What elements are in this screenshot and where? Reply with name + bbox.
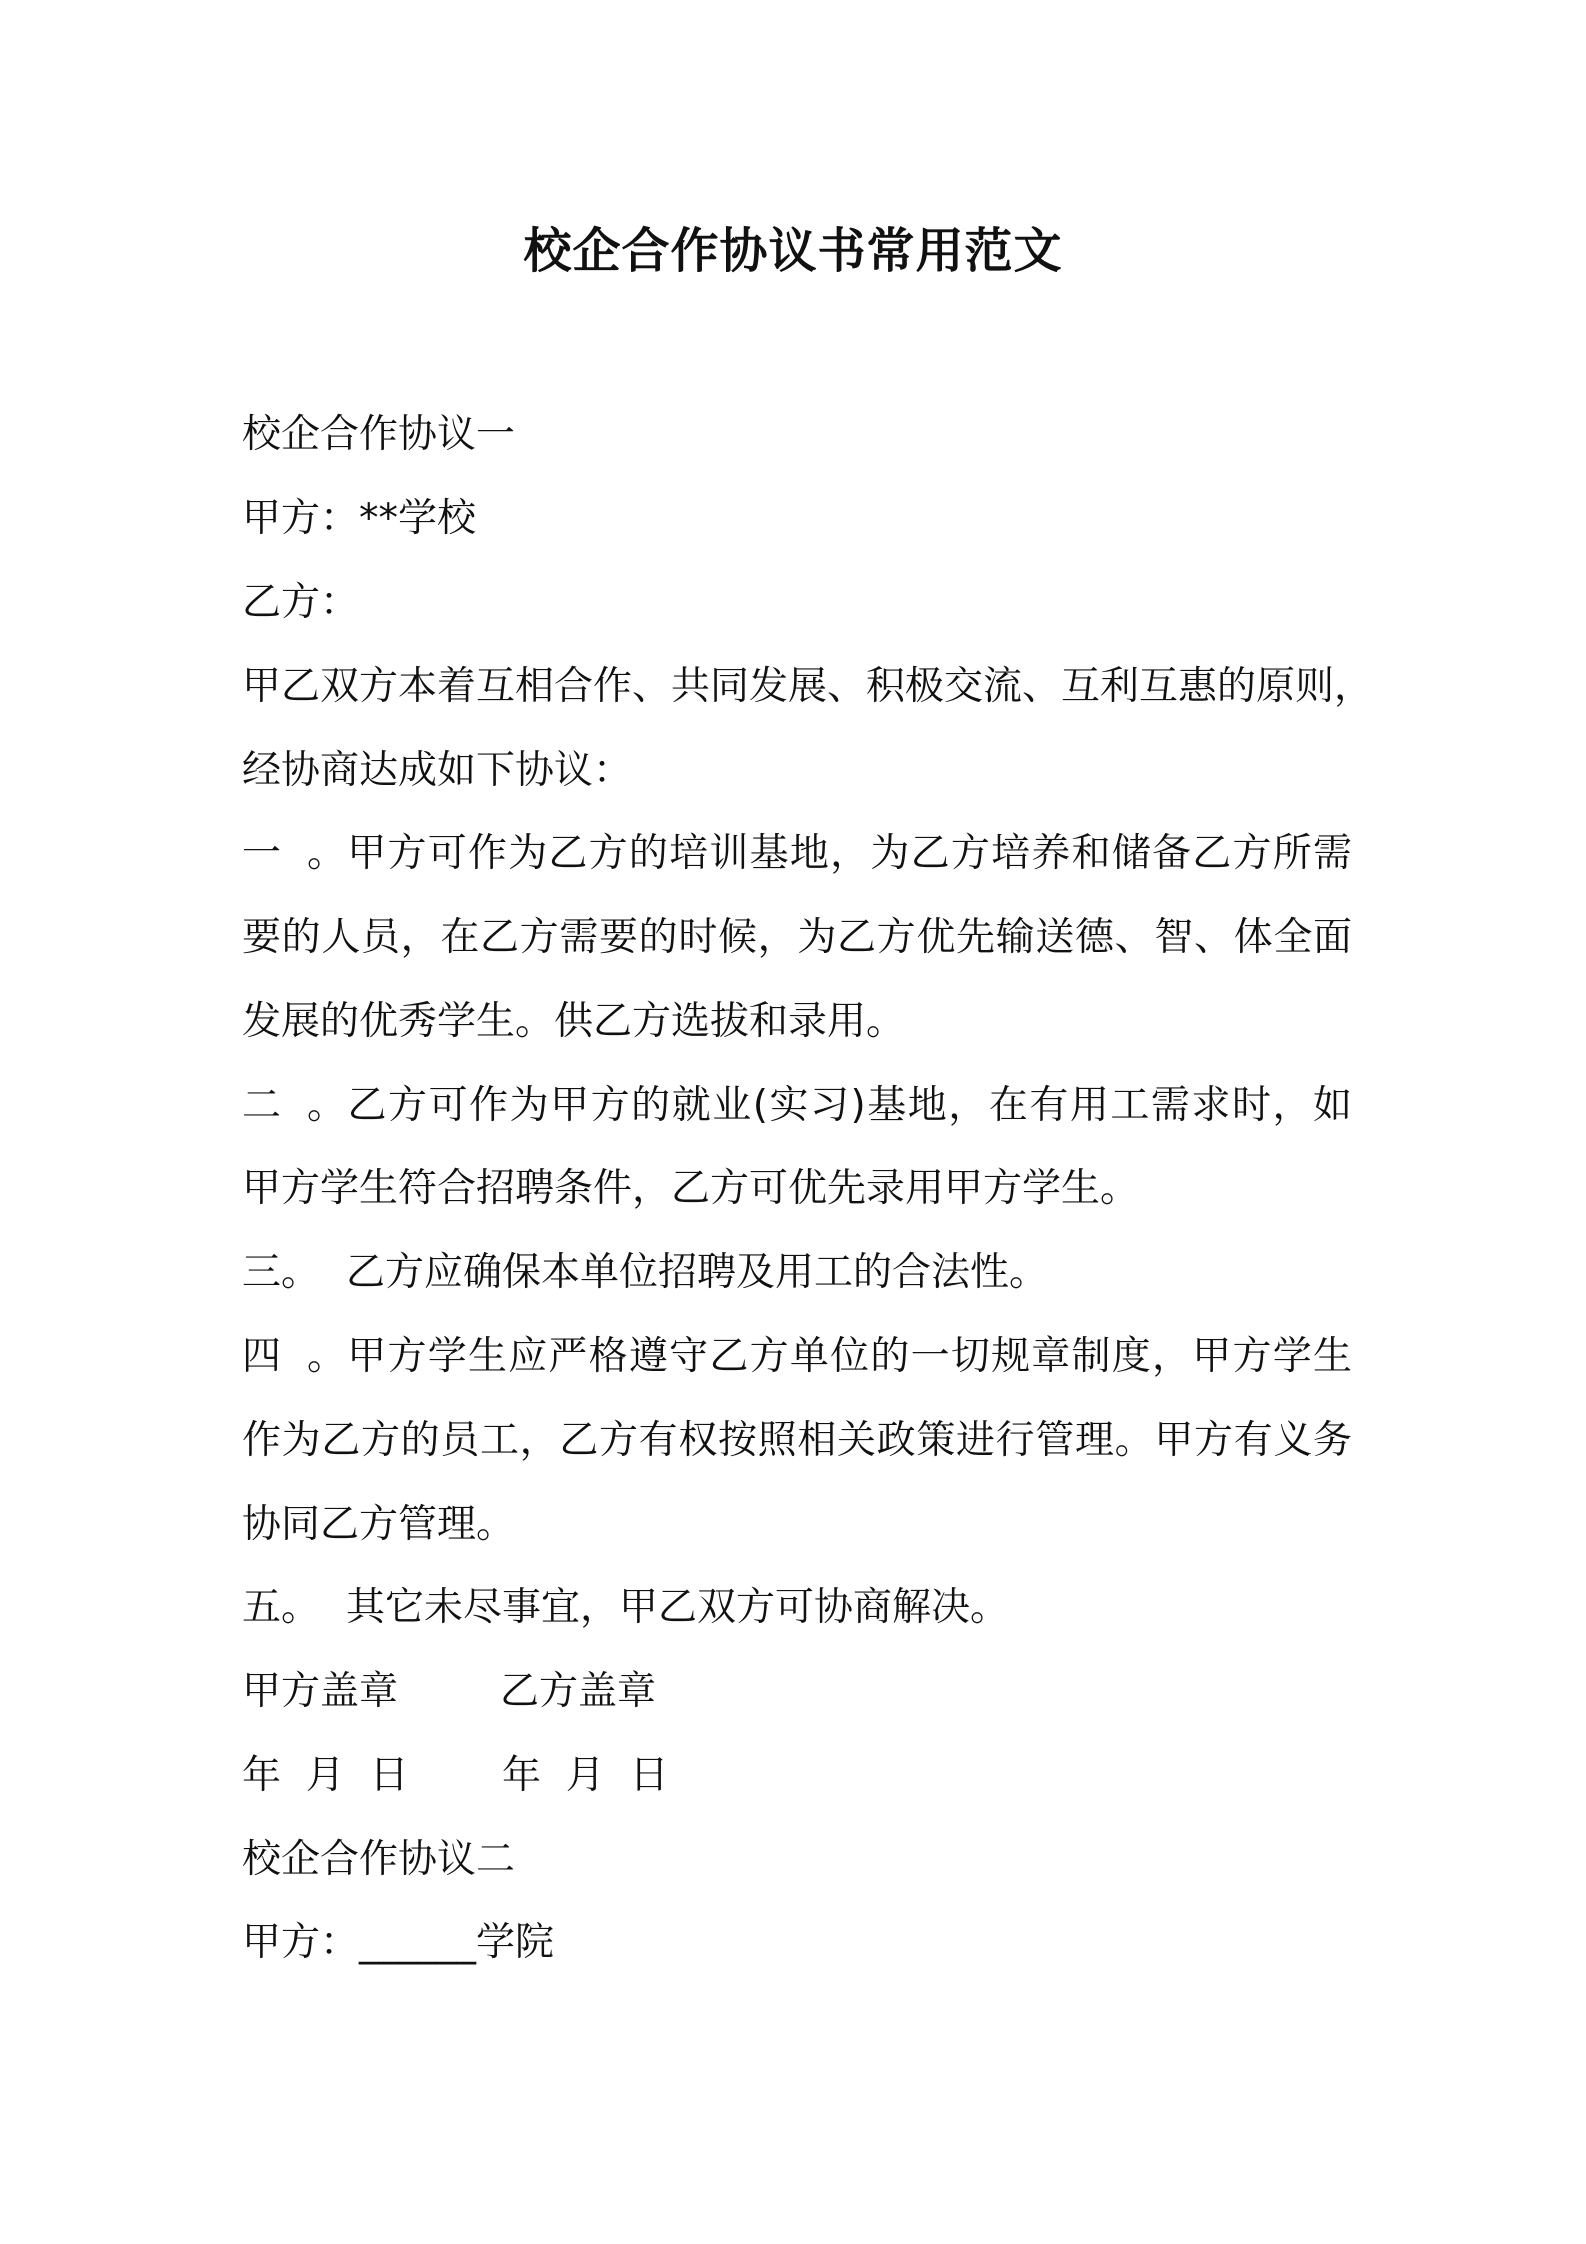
clause-4-line-1	[242, 1332, 1352, 1382]
clause-5-line-1	[242, 1583, 1009, 1633]
date-line	[242, 1751, 669, 1801]
agreement-two-heading: 校企合作协议二	[242, 1837, 516, 1882]
clause-2-number: 二。	[242, 1083, 346, 1128]
clause-1-line-3: 发展的优秀学生。供乙方选拔和录用。	[242, 999, 906, 1044]
clause-5-number: 五。	[242, 1585, 321, 1630]
document-title: 校企合作协议书常用范文	[523, 223, 1063, 279]
party-b-date: 年 月 日	[502, 1753, 669, 1798]
party-b-line: 乙方：	[242, 580, 360, 625]
intro-line-1: 甲乙双方本着互相合作、共同发展、积极交流、互利互惠的原则，	[242, 664, 1374, 709]
clause-1-text-1: 甲方可作为乙方的培训基地，为乙方培养和储备乙方所需	[346, 831, 1352, 876]
party-b-seal: 乙方盖章	[500, 1669, 657, 1714]
agreement-two-party-a: 甲方：______学院	[242, 1920, 555, 1965]
agreement-one-heading: 校企合作协议一	[242, 412, 516, 457]
party-a-line: 甲方：**学校	[242, 496, 477, 541]
clause-3-line-1	[242, 1248, 1048, 1298]
clause-4-line-3: 协同乙方管理。	[242, 1502, 516, 1547]
clause-3-number: 三。	[242, 1250, 321, 1295]
clause-1-number: 一。	[242, 831, 346, 876]
clause-4-text-1: 甲方学生应严格遵守乙方单位的一切规章制度，甲方学生	[346, 1334, 1352, 1379]
clause-2-text-1: 乙方可作为甲方的就业(实习)基地，在有用工需求时，如	[346, 1083, 1352, 1128]
clause-4-line-2: 作为乙方的员工，乙方有权按照相关政策进行管理。甲方有义务	[242, 1418, 1352, 1463]
clause-1-line-2: 要的人员，在乙方需要的时候，为乙方优先输送德、智、体全面	[242, 915, 1352, 960]
clause-1-line-1	[242, 829, 1352, 879]
clause-2-line-1	[242, 1081, 1352, 1131]
clause-3-text-1: 乙方应确保本单位招聘及用工的合法性。	[346, 1250, 1049, 1295]
party-a-date: 年 月 日	[242, 1753, 409, 1798]
clause-2-line-2: 甲方学生符合招聘条件，乙方可优先录用甲方学生。	[242, 1166, 1140, 1211]
party-a-seal: 甲方盖章	[242, 1669, 399, 1714]
clause-4-number: 四。	[242, 1334, 346, 1379]
seal-line	[242, 1667, 656, 1717]
clause-5-text-1: 其它未尽事宜，甲乙双方可协商解决。	[346, 1585, 1010, 1630]
intro-line-2: 经协商达成如下协议：	[242, 748, 633, 793]
